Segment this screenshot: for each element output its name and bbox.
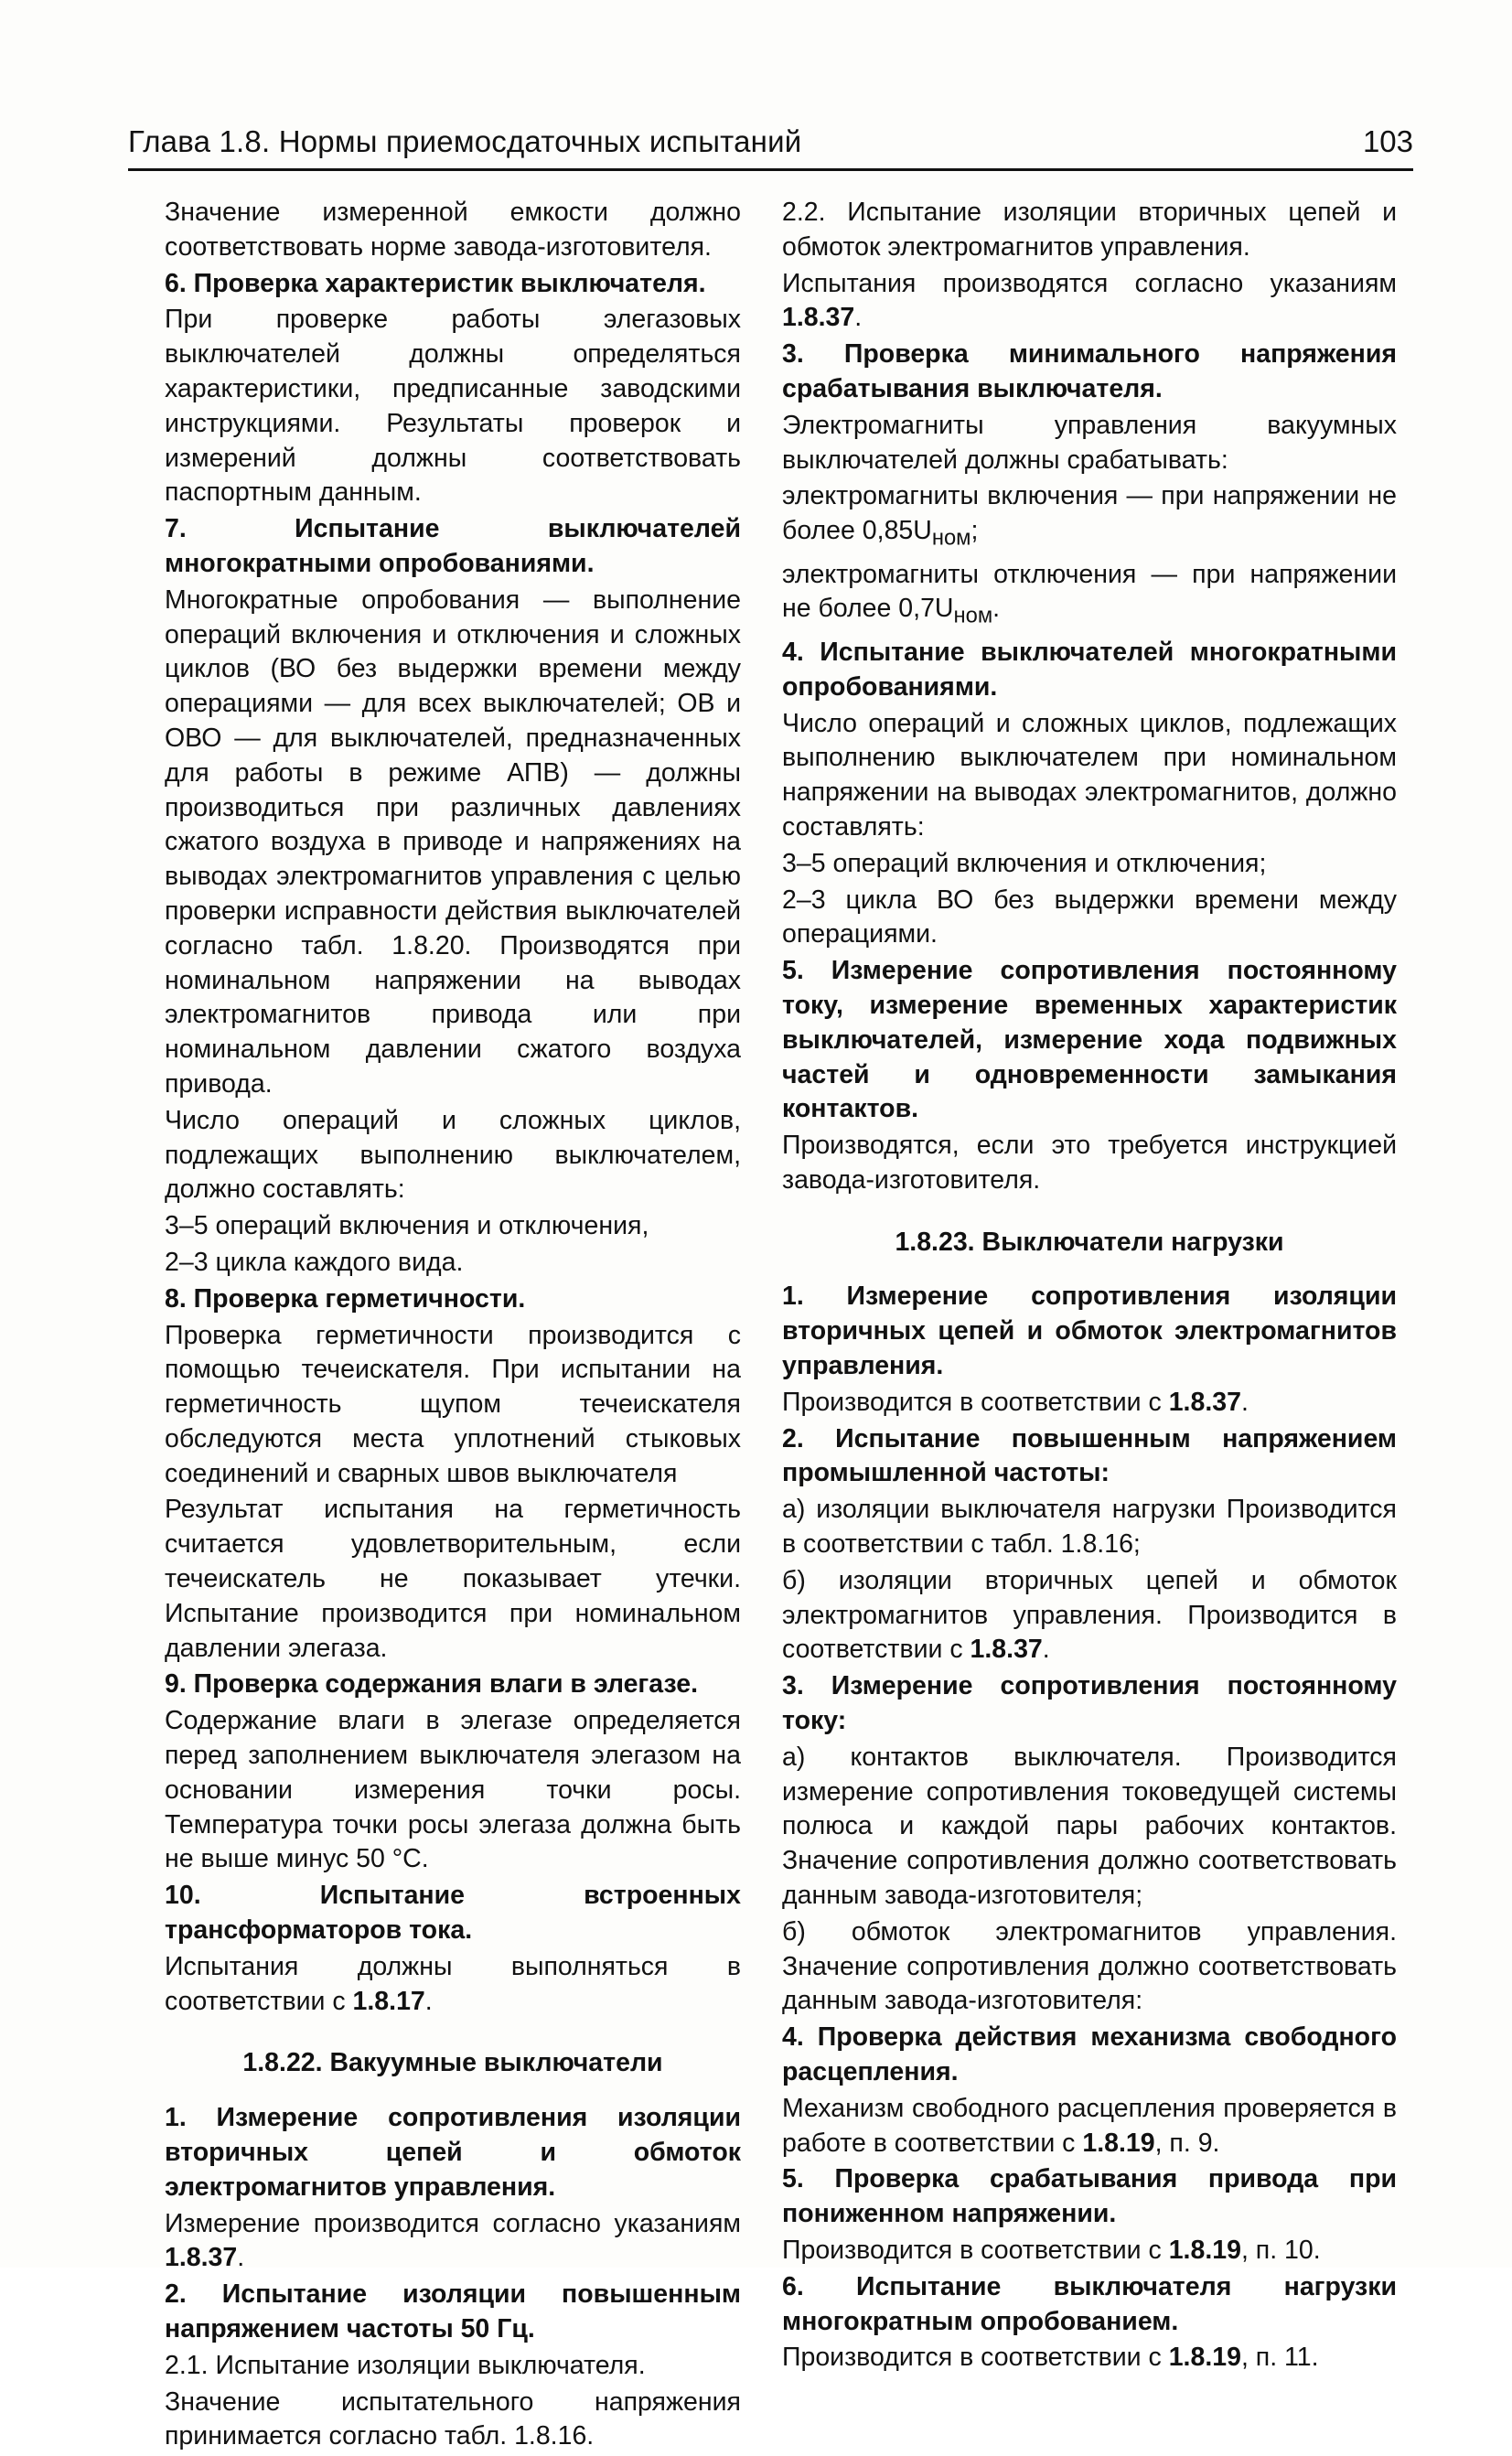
- paragraph: Многократные опробования — выполнение операций включения и отключения и сложных циклов (ВО без выдержки времени между операциями — для всех выключателей; ОВ и ОВО — для выключателей, предназначенных для работы в режиме АПВ) — должны производиться при различных давлениях сжатого воздуха в приводе и напряжениях на выводах электромагнитов управления с целью проверки исправности действия выключателей согласно табл. 1.8.20. Производятся при номинальном напряжении на выводах электромагнитов привода или при номинальном давлении сжатого воздуха привода.: [165, 585, 741, 1099]
- reference: 1.8.19: [1168, 2343, 1241, 2373]
- header-rule: [128, 168, 1413, 171]
- reference: 1.8.19: [1082, 2128, 1155, 2158]
- reference: 1.8.37: [782, 303, 855, 333]
- reference: 1.8.17: [352, 1986, 425, 2016]
- paragraph: Производятся, если это требуется инструкцией завода-изготовителя.: [782, 1131, 1397, 1195]
- paragraph-text: электромагниты отключения — при напряжении не более 0,7U: [782, 559, 1397, 624]
- paragraph-text: Измерение производится согласно указаниям: [165, 2208, 741, 2238]
- chapter-title: Глава 1.8. Нормы приемосдаточных испытаний: [128, 124, 802, 158]
- paragraph: Проверка герметичности производится с помощью течеискателя. При испытании на герметичность щупом течеискателя обследуются места уплотнений стыковых соединений и сварных швов выключателя: [165, 1320, 741, 1488]
- paragraph-text: б) изоляции вторичных цепей и обмоток электромагнитов управления. Производится в соответствии с: [782, 1565, 1397, 1665]
- section-heading: 6. Проверка характеристик выключателя.: [165, 268, 706, 298]
- section-heading: 10. Испытание встроенных трансформаторов тока.: [165, 1881, 741, 1946]
- reference: 1.8.37: [165, 2243, 238, 2273]
- reference: 1.8.19: [1168, 2236, 1241, 2265]
- section-title: 1.8.22. Вакуумные выключатели: [242, 2048, 663, 2078]
- paragraph-text: , п. 9.: [1154, 2128, 1220, 2158]
- section-heading: 7. Испытание выключателей многократными опробованиями.: [165, 514, 741, 578]
- section-heading: 3. Измерение сопротивления постоянному току:: [782, 1671, 1397, 1736]
- list-item: 3–5 операций включения и отключения;: [782, 848, 1267, 878]
- paragraph: Измерение производится согласно указаниям 1.8.37.: [165, 2208, 741, 2273]
- paragraph: 2.1. Испытание изоляции выключателя.: [165, 2350, 646, 2380]
- page-header: [128, 119, 1413, 165]
- section-heading: 5. Проверка срабатывания привода при пониженном напряжении.: [782, 2164, 1397, 2229]
- section-heading: 2. Испытание изоляции повышенным напряжением частоты 50 Гц.: [165, 2279, 741, 2344]
- paragraph-text: электромагниты включения — при напряжении не более 0,85U: [782, 481, 1397, 546]
- section-heading: 8. Проверка герметичности.: [165, 1283, 526, 1314]
- list-item: электромагниты отключения — при напряжении не более $0,7U_{ном}$.: [782, 559, 1397, 629]
- paragraph: Производится в соответствии с 1.8.37.: [782, 1387, 1249, 1417]
- page-number: 103: [1362, 124, 1413, 158]
- paragraph: При проверке работы элегазовых выключателей должны определяться характеристики, предписанные заводскими инструкциями. Результаты проверок и измерений должны соответствовать паспортным данным.: [165, 305, 741, 508]
- section-heading: 2. Испытание повышенным напряжением промышленной частоты:: [782, 1423, 1397, 1488]
- paragraph: Число операций и сложных циклов, подлежащих выполнению выключателем при номинальном напряжении на выводах электромагнитов, должно составлять:: [782, 708, 1397, 842]
- paragraph: [782, 2092, 1397, 2161]
- list-item: электромагниты включения — при напряжении не более $0,85U_{ном}$;: [782, 481, 1397, 551]
- paragraph-text: , п. 11.: [1240, 2343, 1319, 2373]
- subscript: ном: [953, 604, 993, 629]
- paragraph-text: , п. 10.: [1240, 2236, 1321, 2265]
- paragraph: Значение испытательного напряжения принимается согласно табл. 1.8.16.: [165, 2386, 741, 2451]
- paragraph: Испытания производятся согласно указаниям 1.8.37.: [782, 268, 1397, 333]
- list-item: б) изоляции вторичных цепей и обмоток электромагнитов управления. Производится в соответствии с 1.8.37.: [782, 1565, 1397, 1665]
- paragraph: Результат испытания на герметичность считается удовлетворительным, если течеискатель не показывает утечки. Испытание производится при номинальном давлении элегаза.: [165, 1495, 741, 1663]
- right-column: [782, 196, 1397, 2377]
- section-heading: 6. Испытание выключателя нагрузки многократным опробованием.: [782, 2271, 1397, 2336]
- paragraph-text: Производится в соответствии с: [782, 1387, 1162, 1417]
- left-column: [165, 196, 741, 2456]
- paragraph-text: Производится в соответствии с: [782, 2343, 1162, 2373]
- paragraph: Электромагниты управления вакуумных выключателей должны срабатывать:: [782, 410, 1397, 475]
- paragraph: Испытания должны выполняться в соответствии с 1.8.17.: [165, 1951, 741, 2016]
- paragraph-text: Испытания производятся согласно указаниям: [782, 268, 1397, 298]
- section-title: 1.8.23. Выключатели нагрузки: [895, 1227, 1284, 1257]
- section-heading: 4. Проверка действия механизма свободного расцепления.: [782, 2022, 1397, 2087]
- paragraph: Значение измеренной емкости должно соответствовать норме завода-изготовителя.: [165, 198, 741, 262]
- list-item: 3–5 операций включения и отключения,: [165, 1211, 649, 1241]
- section-heading: 1. Измерение сопротивления изоляции вторичных цепей и обмоток электромагнитов управления.: [782, 1282, 1397, 1381]
- section-heading: 9. Проверка содержания влаги в элегазе.: [165, 1669, 699, 1700]
- section-heading: 4. Испытание выключателей многократными опробованиями.: [782, 637, 1397, 702]
- list-item: б) обмоток электромагнитов управления. Значение сопротивления должно соответствовать данным завода-изготовителя:: [782, 1916, 1397, 2016]
- paragraph-text: Механизм свободного расцепления проверяется в работе в соответствии с: [782, 2093, 1397, 2158]
- paragraph: [782, 2341, 1397, 2376]
- paragraph: Число операций и сложных циклов, подлежащих выполнению выключателем, должно составлять:: [165, 1105, 741, 1205]
- paragraph: Содержание влаги в элегазе определяется перед заполнением выключателя элегазом на основании измерения точки росы. Температура точки росы элегаза должна быть не выше минус 50 °С.: [165, 1706, 741, 1874]
- list-item: а) контактов выключателя. Производится измерение сопротивления токоведущей системы полюса и каждой пары рабочих контактов. Значение сопротивления должно соответствовать данным завода-изготовителя;: [782, 1742, 1397, 1911]
- section-heading: 3. Проверка минимального напряжения срабатывания выключателя.: [782, 339, 1397, 403]
- paragraph: [782, 2234, 1397, 2268]
- section-heading: 1. Измерение сопротивления изоляции вторичных цепей и обмоток электромагнитов управления.: [165, 2103, 741, 2202]
- list-item: 2–3 цикла каждого вида.: [165, 1247, 464, 1277]
- reference: 1.8.37: [970, 1635, 1043, 1665]
- section-heading: 5. Измерение сопротивления постоянному току, измерение временных характеристик выключателей, измерение хода подвижных частей и одновременности замыкания контактов.: [782, 956, 1397, 1124]
- paragraph: 2.2. Испытание изоляции вторичных цепей и обмоток электромагнитов управления.: [782, 198, 1397, 262]
- list-item: 2–3 цикла ВО без выдержки времени между операциями.: [782, 885, 1397, 949]
- list-item: а) изоляции выключателя нагрузки Производится в соответствии с табл. 1.8.16;: [782, 1495, 1397, 1560]
- subscript: ном: [931, 525, 971, 551]
- reference: 1.8.37: [1168, 1387, 1241, 1417]
- paragraph-text: Производится в соответствии с: [782, 2236, 1162, 2265]
- paragraph-text: Испытания должны выполняться в соответствии с: [165, 1951, 741, 2016]
